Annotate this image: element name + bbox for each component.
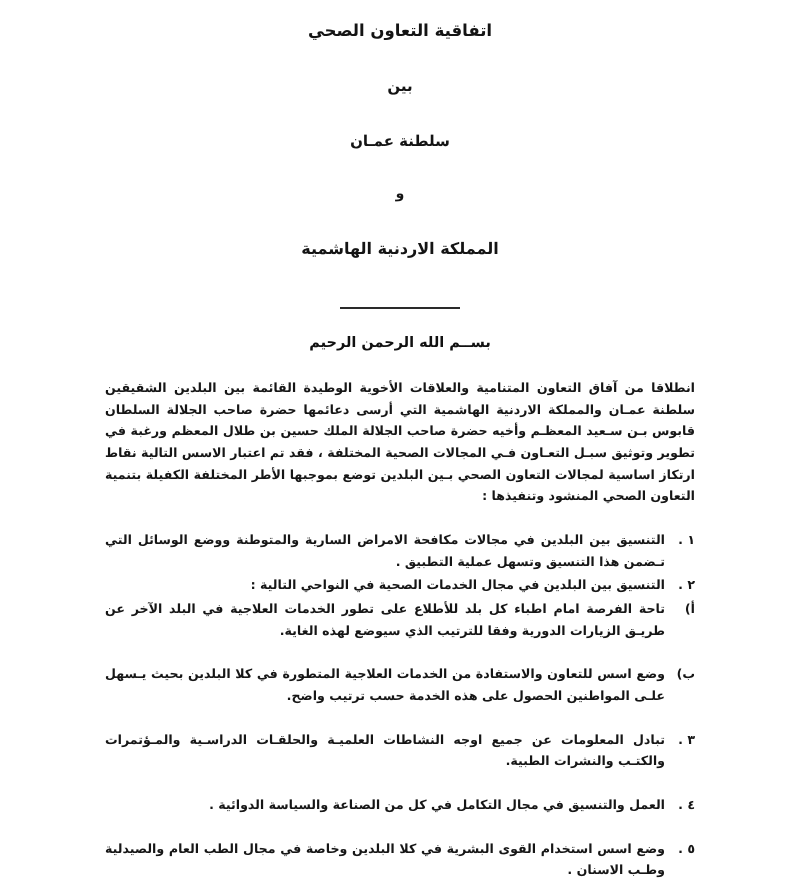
clause-item [105,598,695,641]
clause-marker: ٢ . [678,577,695,593]
header-between-label: بين [387,77,413,96]
clause-item [105,663,695,706]
clause-item [105,729,695,772]
clause-text: تاحة الفرصة امام اطباء كل بلد للأطلاع على تطور الخدمات العلاجية في البلد الآخر عن طريـق الزيارات الدورية وفقا للترتيب الذي سيوضع لهذه الغاية. [105,601,665,638]
header-conjunction: و [395,186,405,203]
clause-marker: ٥ . [678,840,695,856]
basmala-line: بســم الله الرحمن الرحيم [309,335,491,352]
clause-item [105,574,695,596]
clause-marker: ٤ . [678,796,695,812]
header-party-b: المملكة الاردنية الهاشمية [301,238,499,258]
document-title: اتفاقية التعاون الصحي [307,21,493,40]
horizontal-rule-icon [340,307,460,309]
clause-marker: أ) [684,601,695,617]
clause-marker: ٣ . [678,731,695,747]
clause-text: التنسيق بين البلدين في مجالات مكافحة الامراض السارية والمتوطنة ووضع الوسائل التي تـضمن هذا التنسيق وتسهل عملية التطبيق . [105,532,665,569]
clause-item [105,794,695,816]
clause-item [105,838,695,881]
header-party-a: سلطنة عمـان [350,131,450,150]
document-header [0,0,800,257]
clause-item [105,529,695,572]
header-divider [0,297,800,307]
clause-text: العمل والتنسيق في مجال التكامل في كل من الصناعة والسياسة الدوائية . [209,796,665,812]
clause-marker: ١ . [678,532,695,548]
clause-text: التنسيق بين البلدين في مجال الخدمات الصحية في النواحي التالية : [250,577,665,593]
preamble-paragraph: انطلاقا من آفاق التعاون المتنامية والعلاقات الأخوية الوطيدة القائمة بين البلدين الشقيقين سلطنة عمـان والمملكة الاردنية الهاشمية التي أرسى دعائمها حضرة صاحب الجلالة السلطان قابوس بـن سـعيد المعظـم وأخيه حضرة صاحب الجلالة الملك حسين بن طلال المعظم ورغبة في تطوير وتوثيق سبـل التعـاون فـي المجالات الصحية المختلفة ، فقد تم اعتبار الاسس التالية نقاط ارتكاز اساسية لمجالات التعاون الصحي بـين البلدين توضع بموجبها الأطر المختلفة الكفيلة بتنمية التعاون الصحي المنشود وتنفيذها : [105,380,695,504]
clause-text: وضع اسس استخدام القوى البشرية في كلا البلدين وخاصة في مجال الطب العام والصيدلية وطـب الاسنان . [105,840,665,878]
clause-marker: ب) [676,666,695,682]
document-body [105,377,695,881]
clause-text: وضع اسس للتعاون والاستفادة من الخدمات العلاجية المتطورة في كلا البلدين بحيث يـسهل علـى المواطنين الحصول على هذه الخدمة حسب ترتيب واضح. [105,666,665,703]
clause-text: تبادل المعلومات عن جميع اوجه النشاطات العلميـة والحلقـات الدراسـية والمـؤتمرات والكتـب والنشرات الطبية. [105,731,665,769]
